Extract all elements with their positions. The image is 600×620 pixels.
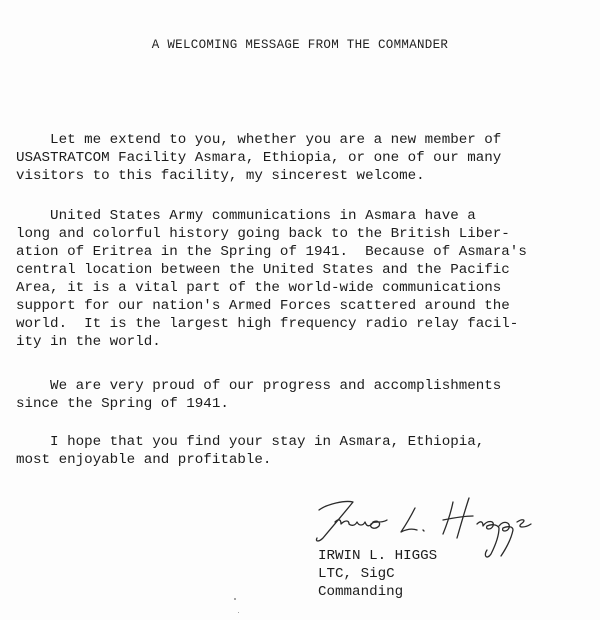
text-line: We are very proud of our progress and accomplishments: [16, 378, 502, 394]
text-line: most enjoyable and profitable.: [16, 452, 272, 468]
text-line: Area, it is a vital part of the world-wide communications: [16, 280, 502, 296]
scan-speck: [234, 598, 236, 600]
document-title: A WELCOMING MESSAGE FROM THE COMMANDER: [151, 38, 449, 52]
text-line: visitors to this facility, my sincerest welcome.: [16, 168, 425, 184]
text-line: world. It is the largest high frequency radio relay facil-: [16, 316, 519, 332]
text-line: USASTRATCOM Facility Asmara, Ethiopia, or one of our many: [16, 150, 502, 166]
text-line: Let me extend to you, whether you are a new member of: [16, 132, 502, 148]
text-line: ity in the world.: [16, 334, 161, 350]
text-line: since the Spring of 1941.: [16, 396, 229, 412]
text-line: support for our nation's Armed Forces scattered around the: [16, 298, 510, 314]
text-line: central location between the United States and the Pacific: [16, 262, 510, 278]
text-line: ation of Eritrea in the Spring of 1941. Because of Asmara's: [16, 244, 527, 260]
scan-speck: [238, 612, 239, 613]
text-line: long and colorful history going back to the British Liber-: [16, 226, 510, 242]
text-line: United States Army communications in Asmara have a: [16, 208, 476, 224]
signer-name: IRWIN L. HIGGS: [318, 548, 438, 564]
signer-rank: LTC, SigC: [318, 566, 395, 582]
text-line: I hope that you find your stay in Asmara, Ethiopia,: [16, 434, 485, 450]
signer-role: Commanding: [318, 584, 404, 600]
